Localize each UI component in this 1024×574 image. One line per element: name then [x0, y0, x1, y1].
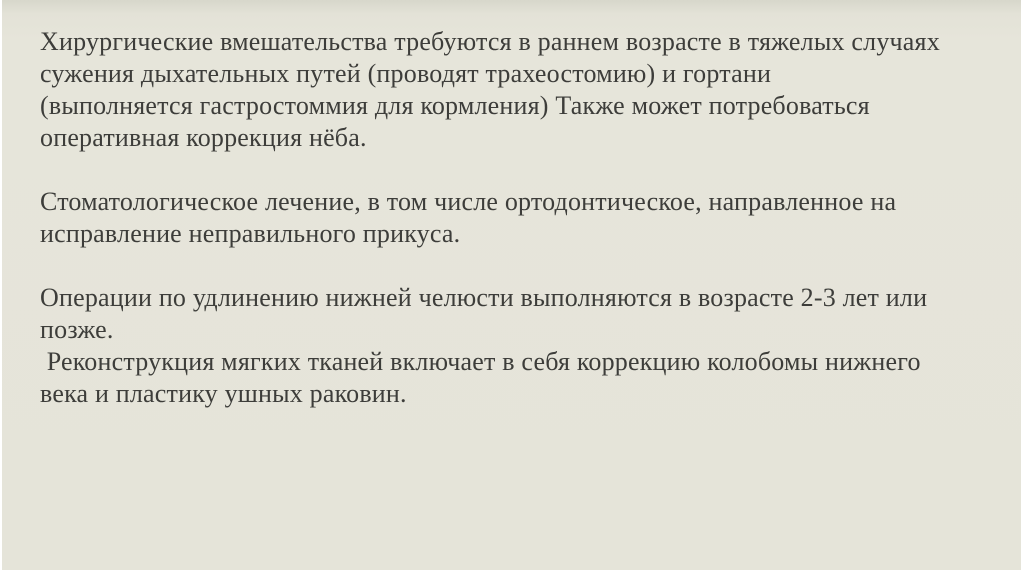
slide-text-block: [40, 26, 980, 410]
slide-paragraph: Операции по удлинению нижней челюсти выполняются в возрасте 2-3 лет или позже.: [40, 283, 928, 344]
slide-paragraph: Стоматологическое лечение, в том числе ортодонтическое, направленное на исправление неправильного прикуса.: [40, 187, 897, 248]
slide-paragraph: Реконструкция мягких тканей включает в себя коррекцию колобомы нижнего века и пластику ушных раковин.: [40, 347, 921, 408]
slide-background: [2, 0, 1021, 570]
slide-paragraph: Хирургические вмешательства требуются в раннем возрасте в тяжелых случаях сужения дыхательных путей (проводят трахеостомию) и гортани (выполняется гастростоммия для кормления) Также может потребоваться оперативная коррекция нёба.: [40, 27, 940, 152]
